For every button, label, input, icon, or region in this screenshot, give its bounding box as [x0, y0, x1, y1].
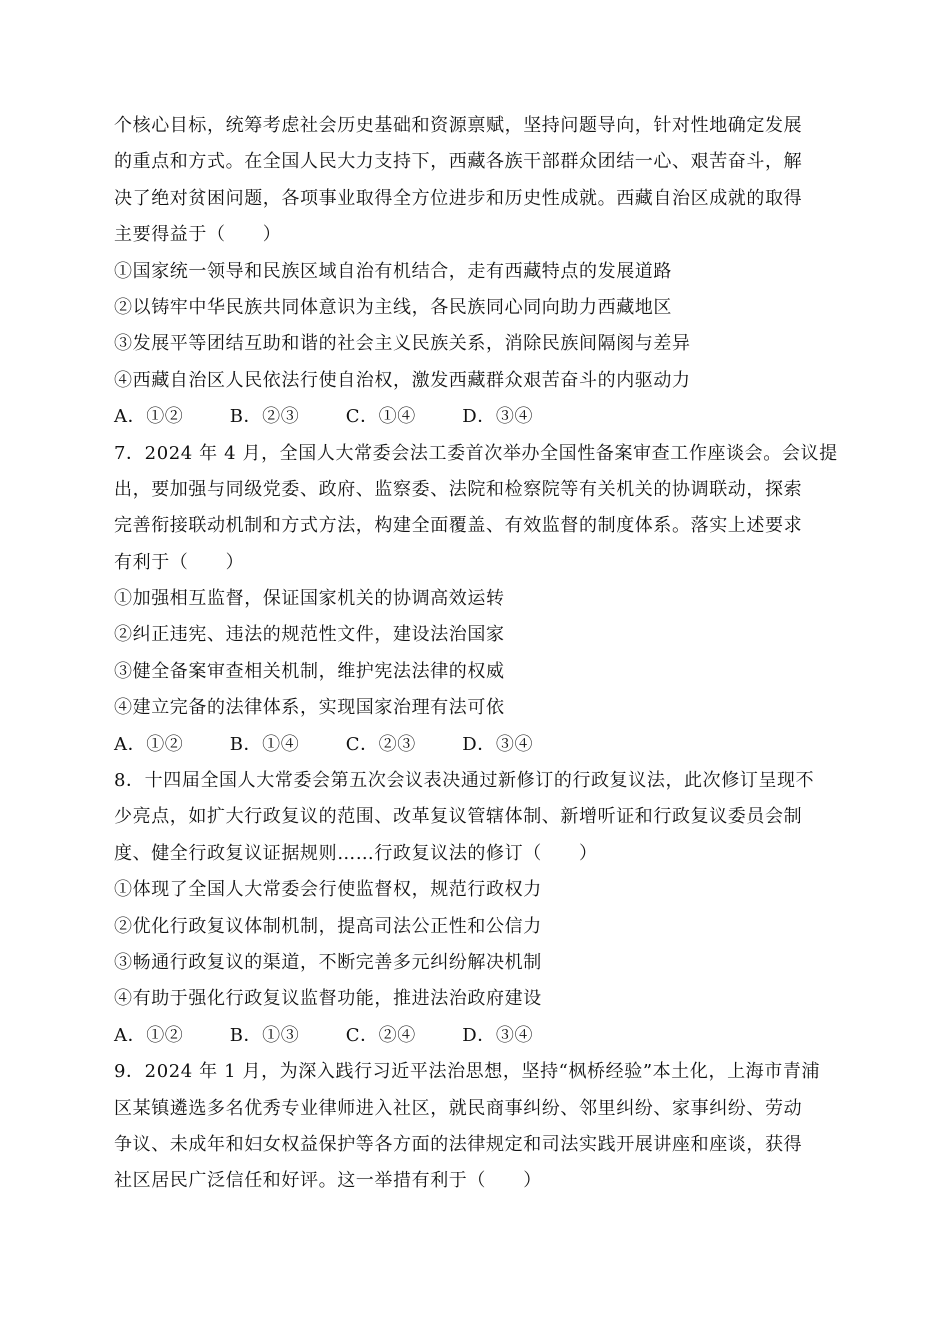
answer-options — [114, 1018, 838, 1054]
statement-2: ②纠正违宪、违法的规范性文件，建设法治国家 — [114, 624, 505, 646]
question-stem-line: 主要得益于（ ） — [114, 224, 282, 246]
statement-2: ②以铸牢中华民族共同体意识为主线，各民族同心同向助力西藏地区 — [114, 296, 672, 318]
statement-1: ①国家统一领导和民族区域自治有机结合，走有西藏特点的发展道路 — [114, 260, 672, 282]
option-d: D．③④ — [462, 1024, 534, 1046]
option-d: D．③④ — [462, 733, 534, 755]
question-stem-line: 争议、未成年和妇女权益保护等各方面的法律规定和司法实践开展讲座和座谈，获得 — [114, 1133, 803, 1155]
question-stem-line: 出，要加强与同级党委、政府、监察委、法院和检察院等有关机关的协调联动，探索 — [114, 478, 803, 500]
statement-3: ③畅通行政复议的渠道，不断完善多元纠纷解决机制 — [114, 951, 542, 973]
statement-4: ④有助于强化行政复议监督功能，推进法治政府建设 — [114, 988, 542, 1010]
question-7 — [114, 436, 838, 764]
option-a: A．①② — [114, 1024, 184, 1046]
statement-4: ④西藏自治区人民依法行使自治权，激发西藏群众艰苦奋斗的内驱动力 — [114, 369, 691, 391]
question-8 — [114, 763, 838, 1054]
question-stem-line: 有利于（ ） — [114, 551, 245, 573]
question-stem-line: 9．2024 年 1 月，为深入践行习近平法治思想，坚持“枫桥经验”本土化，上海市青浦 — [114, 1061, 821, 1083]
option-a: A．①② — [114, 406, 184, 428]
option-c: C．②④ — [345, 1024, 416, 1046]
question-stem-line: 决了绝对贫困问题，各项事业取得全方位进步和历史性成就。西藏自治区成就的取得 — [114, 187, 803, 209]
question-stem-line: 度、健全行政复议证据规则……行政复议法的修订（ ） — [114, 842, 598, 864]
question-stem-line: 8．十四届全国人大常委会第五次会议表决通过新修订的行政复议法，此次修订呈现不 — [114, 770, 815, 792]
exam-page — [114, 108, 838, 1200]
question-9 — [114, 1054, 838, 1200]
question-stem-line: 完善衔接联动机制和方式方法，构建全面覆盖、有效监督的制度体系。落实上述要求 — [114, 515, 803, 537]
answer-options — [114, 399, 838, 435]
option-c: C．②③ — [345, 733, 416, 755]
question-stem-line: 区某镇遴选多名优秀专业律师进入社区，就民商事纠纷、邻里纠纷、家事纠纷、劳动 — [114, 1097, 803, 1119]
question-stem-line: 社区居民广泛信任和好评。这一举措有利于（ ） — [114, 1170, 542, 1192]
option-d: D．③④ — [462, 406, 534, 428]
statement-4: ④建立完备的法律体系，实现国家治理有法可依 — [114, 697, 505, 719]
option-c: C．①④ — [345, 406, 416, 428]
question-stem-line: 个核心目标，统筹考虑社会历史基础和资源禀赋，坚持问题导向，针对性地确定发展 — [114, 115, 803, 136]
statement-2: ②优化行政复议体制机制，提高司法公正性和公信力 — [114, 915, 542, 937]
question-stem-line: 的重点和方式。在全国人民大力支持下，西藏各族干部群众团结一心、艰苦奋斗，解 — [114, 151, 803, 173]
option-b: B．①④ — [229, 733, 300, 755]
question-6 — [114, 108, 838, 436]
statement-1: ①体现了全国人大常委会行使监督权，规范行政权力 — [114, 879, 542, 901]
statement-1: ①加强相互监督，保证国家机关的协调高效运转 — [114, 588, 505, 610]
option-b: B．②③ — [229, 406, 300, 428]
option-b: B．①③ — [229, 1024, 300, 1046]
question-stem-line: 少亮点，如扩大行政复议的范围、改革复议管辖体制、新增听证和行政复议委员会制 — [114, 806, 803, 828]
statement-3: ③健全备案审查相关机制，维护宪法法律的权威 — [114, 660, 505, 682]
statement-3: ③发展平等团结互助和谐的社会主义民族关系，消除民族间隔阂与差异 — [114, 333, 691, 355]
answer-options — [114, 727, 838, 763]
option-a: A．①② — [114, 733, 184, 755]
question-stem-line: 7．2024 年 4 月，全国人大常委会法工委首次举办全国性备案审查工作座谈会。会议提 — [114, 442, 838, 464]
